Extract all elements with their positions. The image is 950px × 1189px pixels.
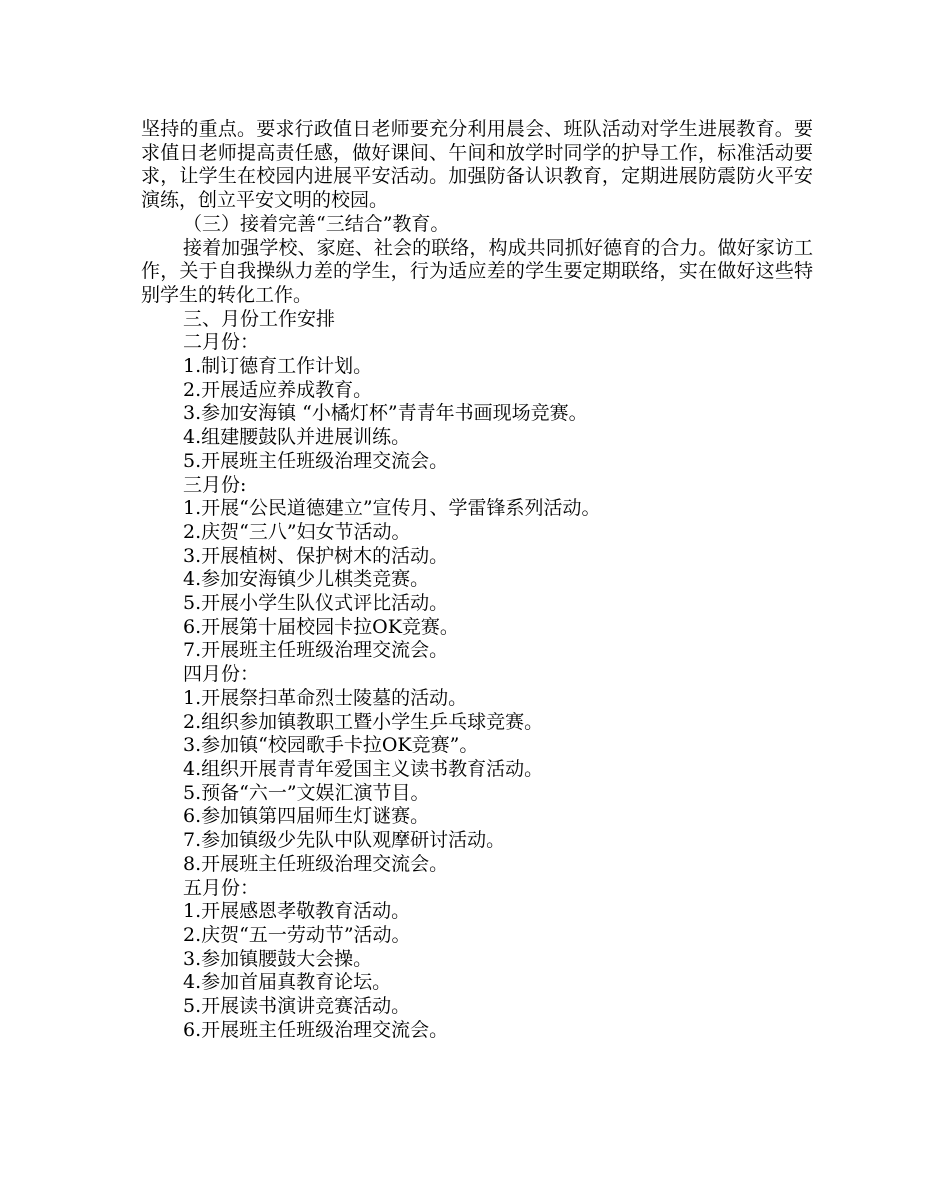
list-item: 7.开展班主任班级治理交流会。 [183,639,449,662]
list-item: 2.组织参加镇教职工暨小学生乒乓球竞赛。 [183,710,544,733]
list-item: 4.参加首届真教育论坛。 [183,971,392,994]
list-item: 8.开展班主任班级治理交流会。 [183,852,449,875]
list-item: 3.开展植树、保护树木的活动。 [183,544,449,567]
list-item: 4.组织开展青青年爱国主义读书教育活动。 [183,757,544,780]
list-item: 7.参加镇级少先队中队观摩研讨活动。 [183,829,506,852]
list-item: 6.参加镇第四届师生灯谜赛。 [183,805,430,828]
list-item: 1.开展“公民道德建立”宣传月、学雷锋系列活动。 [183,497,601,520]
document-body [141,118,813,1042]
list-item: 6.开展第十届校园卡拉OK竞赛。 [183,615,459,638]
list-item: 3.参加安海镇 “小橘灯杯”青青年书画现场竞赛。 [183,402,588,425]
list-item: 3.参加镇“校园歌手卡拉OK竞赛”。 [183,734,479,757]
paragraph-cooperation: 接着加强学校、家庭、社会的联络，构成共同抓好德育的合力。做好家访工作，关于自我操纵力差的学生，行为适应差的学生要定期联络，实在做好这些特别学生的转化工作。 [141,236,813,306]
list-item: 1.制订德育工作计划。 [183,355,373,378]
heading-three-combination: （三）接着完善“三结合”教育。 [183,212,450,235]
month-title: 二月份： [183,331,260,354]
list-item: 4.组建腰鼓队并进展训练。 [183,426,411,449]
month-title: 四月份： [183,663,260,686]
list-item: 1.开展感恩孝敬教育活动。 [183,900,411,923]
list-item: 5.开展班主任班级治理交流会。 [183,449,449,472]
list-item: 4.参加安海镇少儿棋类竞赛。 [183,568,430,591]
list-item: 3.参加镇腰鼓大会操。 [183,947,373,970]
month-title: 三月份: [183,473,247,496]
month-title: 五月份： [183,876,260,899]
list-item: 5.开展小学生队仪式评比活动。 [183,592,449,615]
month-block-march [141,474,813,664]
list-item: 1.开展祭扫革命烈士陵墓的活动。 [183,686,468,709]
month-block-may [141,877,813,1043]
list-item: 6.开展班主任班级治理交流会。 [183,1018,449,1041]
list-item: 5.开展读书演讲竞赛活动。 [183,995,411,1018]
paragraph-safety: 坚持的重点。要求行政值日老师要充分利用晨会、班队活动对学生进展教育。要求值日老师提高责任感，做好课间、午间和放学时同学的护导工作，标准活动要求，让学生在校园内进展平安活动。加强防备认识教育，定期进展防震防火平安演练，创立平安文明的校园。 [141,118,813,212]
list-item: 2.开展适应养成教育。 [183,378,373,401]
list-item: 2.庆贺“五一劳动节”活动。 [183,923,411,946]
list-item: 2.庆贺“三八”妇女节活动。 [183,520,411,543]
month-block-february [141,331,813,473]
list-item: 5.预备“六一”文娱汇演节目。 [183,781,430,804]
section-monthly-plan: 三、月份工作安排 [183,307,336,330]
month-block-april [141,663,813,876]
